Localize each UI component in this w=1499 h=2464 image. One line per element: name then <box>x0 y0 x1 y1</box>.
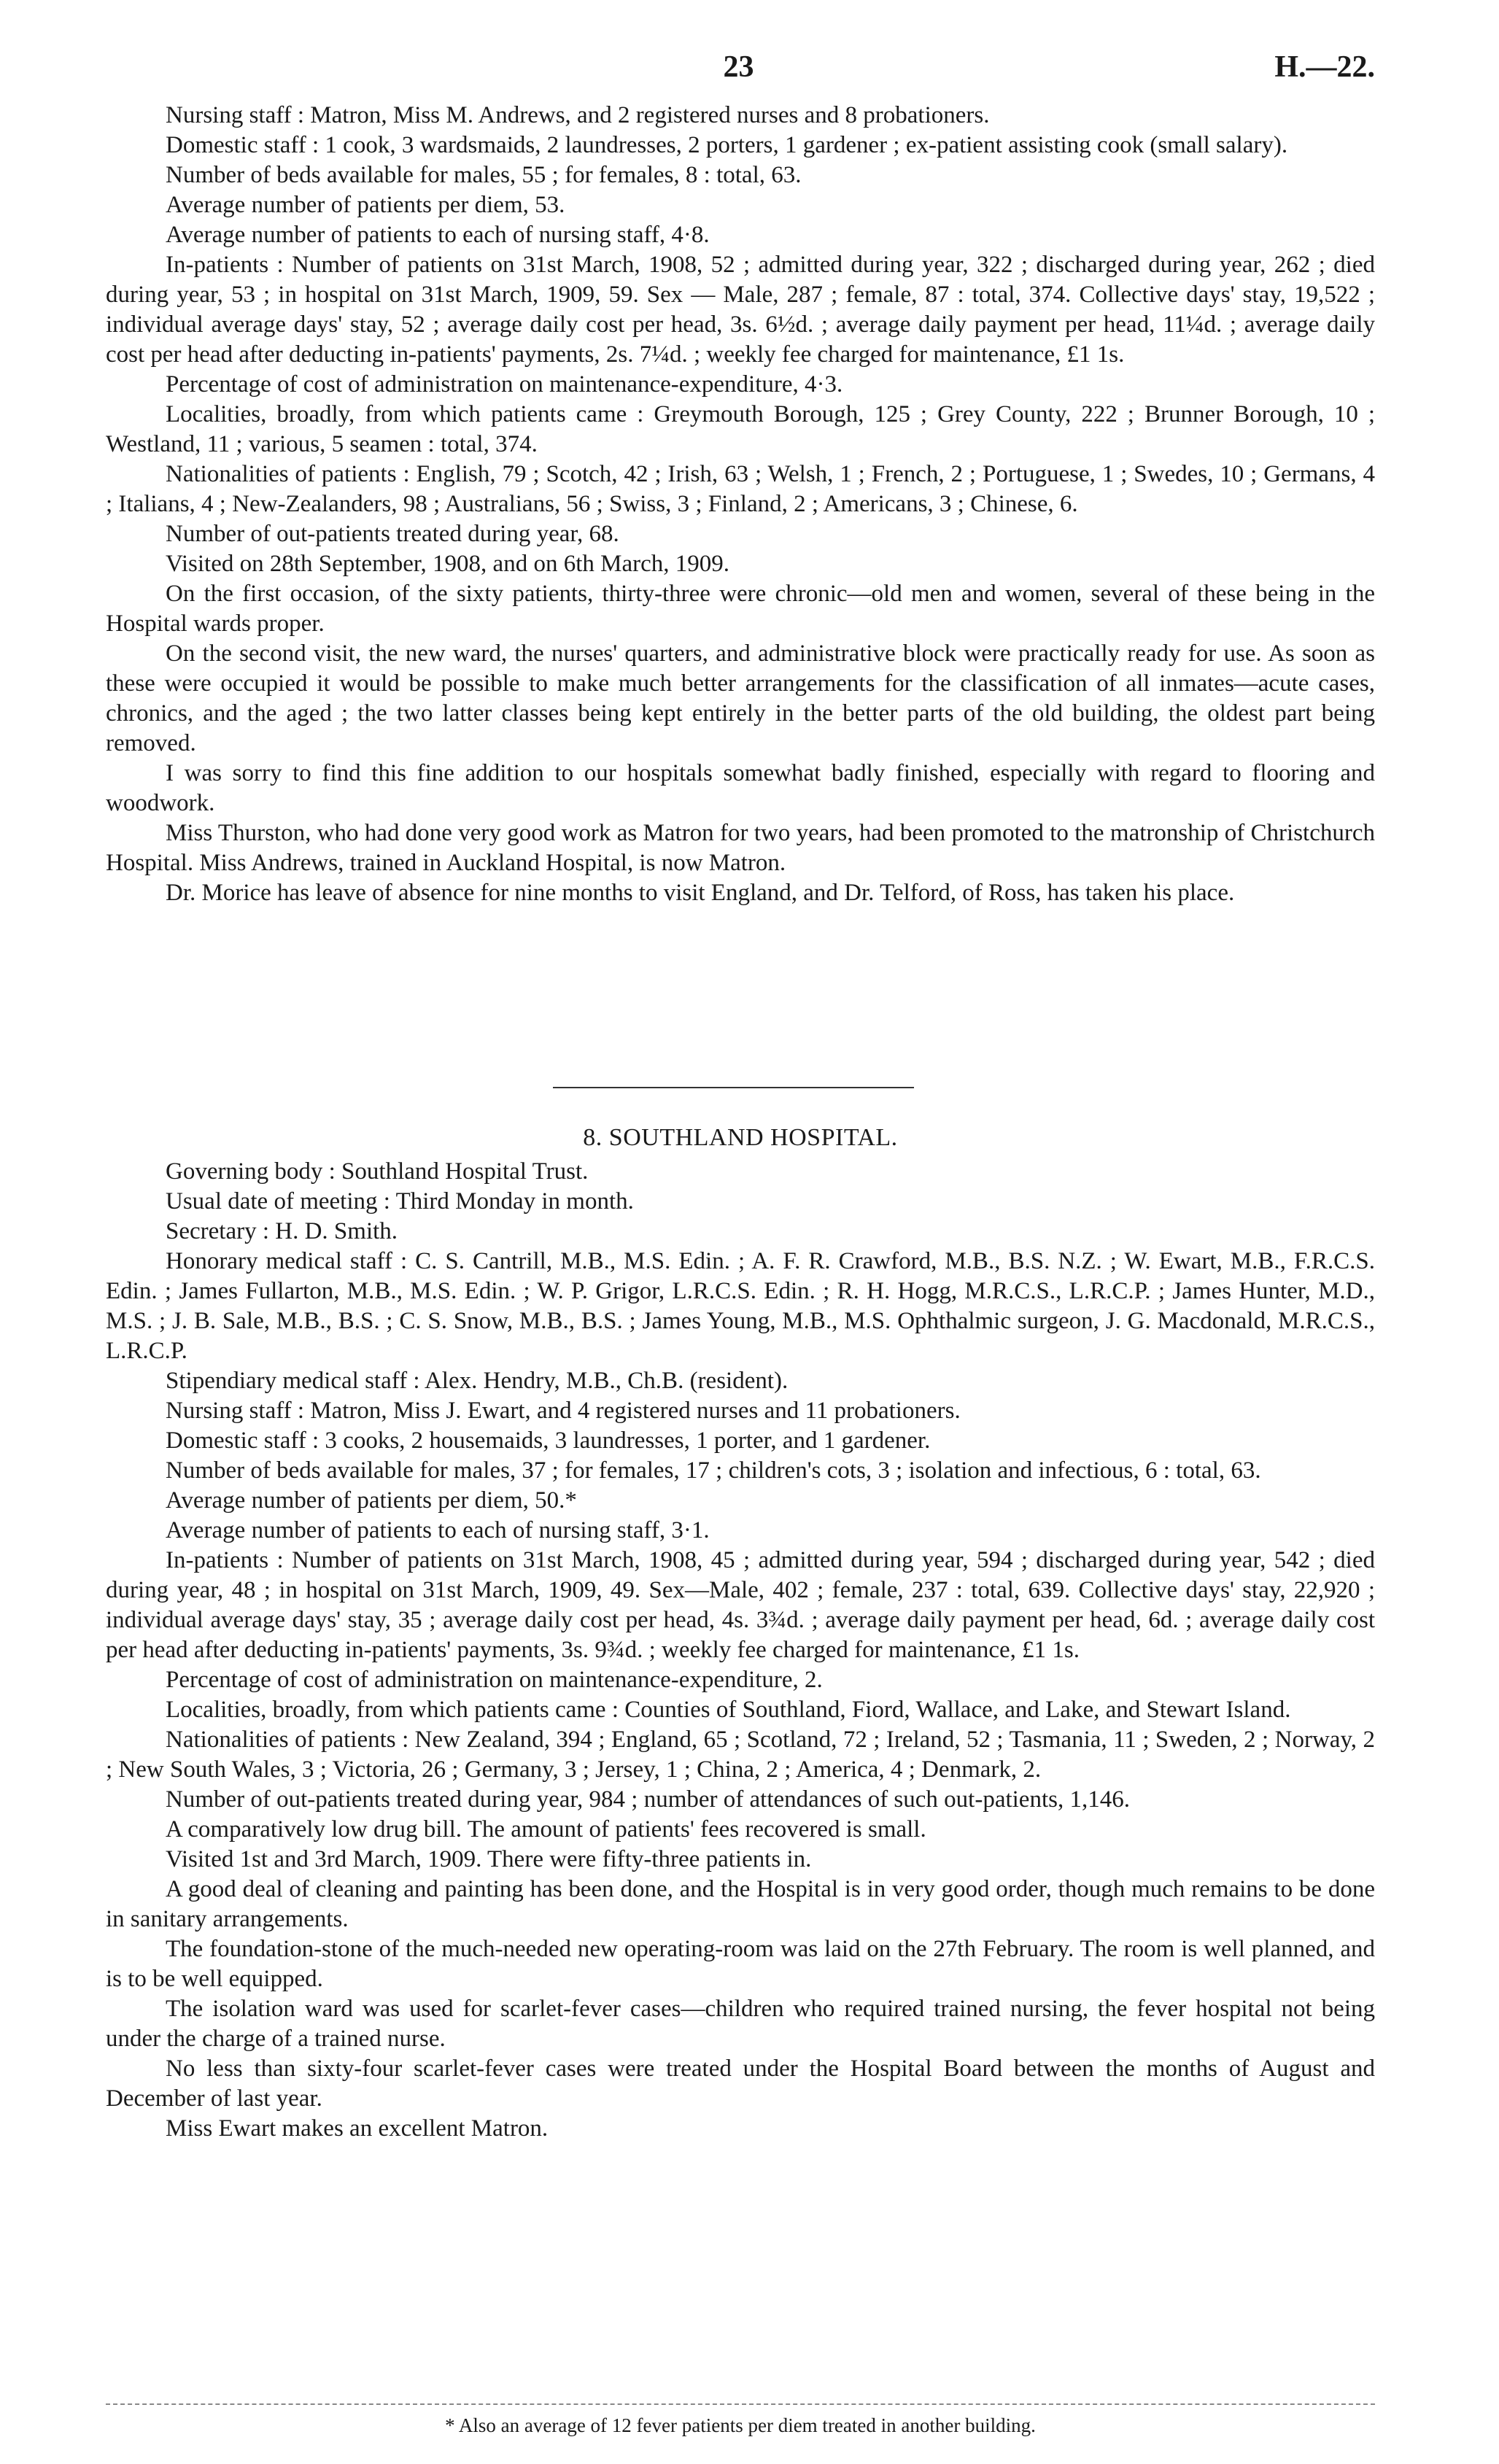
paragraph: Localities, broadly, from which patients came : Counties of Southland, Fiord, Wallace, and Lake, and Stewart Island. <box>166 1697 1291 1723</box>
document-code: H.—22. <box>1274 50 1375 84</box>
paragraph: Number of beds available for males, 55 ; for females, 8 : total, 63. <box>166 162 802 188</box>
paragraph: Nationalities of patients : New Zealand, 394 ; England, 65 ; Scotland, 72 ; Ireland, 52 ; Tasmania, 11 ; Sweden, 2 ; Norway, 2 ; New South Wales, 3 ; Victoria, 26 ; Germany, 3 ; Jersey, 1 ; China, 2 ; America, 4 ; Denmark, 2. <box>106 1727 1375 1783</box>
paragraph: Governing body : Southland Hospital Trust. <box>166 1158 589 1185</box>
section-divider <box>553 1087 914 1088</box>
paragraph: Percentage of cost of administration on maintenance-expenditure, 4·3. <box>166 371 843 398</box>
paragraph: Average number of patients per diem, 50.* <box>166 1487 577 1514</box>
paragraph: On the second visit, the new ward, the nurses' quarters, and administrative block were practically ready for use. As soon as these were occupied it would be possible to make much better arrangements for the classification of all inmates—acute cases, chronics, and the aged ; the two latter classes being kept entirely in the better parts of the old building, the oldest part being removed. <box>106 640 1375 756</box>
paragraph: Domestic staff : 1 cook, 3 wardsmaids, 2 laundresses, 2 porters, 1 gardener ; ex-patient assisting cook (small salary). <box>166 132 1288 158</box>
paragraph: Honorary medical staff : C. S. Cantrill, M.B., M.S. Edin. ; A. F. R. Crawford, M.B., B.S. N.Z. ; W. Ewart, M.B., F.R.C.S. Edin. ; James Fullarton, M.B., M.S. Edin. ; W. P. Grigor, L.R.C.S. Edin. ; R. H. Hogg, M.R.C.S., L.R.C.P. ; James Hunter, M.D., M.S. ; J. B. Sale, M.B., B.S. ; C. S. Snow, M.B., B.S. ; James Young, M.B., M.S. Ophthalmic surgeon, J. G. Macdonald, M.R.C.S., L.R.C.P. <box>106 1248 1375 1364</box>
paragraph: A comparatively low drug bill. The amount of patients' fees recovered is small. <box>166 1816 926 1843</box>
page-number: 23 <box>723 50 754 84</box>
paragraph: On the first occasion, of the sixty patients, thirty-three were chronic—old men and women, several of these being in the Hospital wards proper. <box>106 581 1375 637</box>
paragraph: Miss Ewart makes an excellent Matron. <box>166 2115 549 2142</box>
footnote-rule <box>106 2403 1375 2405</box>
paragraph: Stipendiary medical staff : Alex. Hendry, M.B., Ch.B. (resident). <box>166 1368 789 1394</box>
paragraph: No less than sixty-four scarlet-fever cases were treated under the Hospital Board between the months of August and December of last year. <box>106 2056 1375 2112</box>
paragraph: Nursing staff : Matron, Miss J. Ewart, and 4 registered nurses and 11 probationers. <box>166 1398 961 1424</box>
paragraph: Number of beds available for males, 37 ; for females, 17 ; children's cots, 3 ; isolation and infectious, 6 : total, 63. <box>166 1457 1261 1484</box>
paragraph: I was sorry to find this fine addition to our hospitals somewhat badly finished, especially with regard to flooring and woodwork. <box>106 760 1375 816</box>
paragraph: Secretary : H. D. Smith. <box>166 1218 398 1244</box>
paragraph: Nationalities of patients : English, 79 ; Scotch, 42 ; Irish, 63 ; Welsh, 1 ; French, 2 ; Portuguese, 1 ; Swedes, 10 ; Germans, 4 ; Italians, 4 ; New-Zealanders, 98 ; Australians, 56 ; Swiss, 3 ; Finland, 2 ; Americans, 3 ; Chinese, 6. <box>106 461 1375 517</box>
paragraph: Visited on 28th September, 1908, and on 6th March, 1909. <box>166 551 730 577</box>
page-header <box>102 50 1375 86</box>
paragraph: Average number of patients to each of nursing staff, 4·8. <box>166 222 710 248</box>
footnote: * Also an average of 12 fever patients per diem treated in another building. <box>445 2414 1036 2436</box>
paragraph: The isolation ward was used for scarlet-fever cases—children who required trained nursing, the fever hospital not being under the charge of a trained nurse. <box>106 1996 1375 2052</box>
paragraph: Dr. Morice has leave of absence for nine months to visit England, and Dr. Telford, of Ross, has taken his place. <box>166 880 1235 906</box>
paragraph: In-patients : Number of patients on 31st March, 1908, 52 ; admitted during year, 322 ; discharged during year, 262 ; died during year, 53 ; in hospital on 31st March, 1909, 59. Sex — Male, 287 ; female, 87 : total, 374. Collective days' stay, 19,522 ; individual average days' stay, 52 ; average daily cost per head, 3s. 6½d. ; average daily payment per head, 11¼d. ; average daily cost per head after deducting in-patients' payments, 2s. 7¼d. ; weekly fee charged for maintenance, £1 1s. <box>106 252 1375 368</box>
paragraph: In-patients : Number of patients on 31st March, 1908, 45 ; admitted during year, 594 ; discharged during year, 542 ; died during year, 48 ; in hospital on 31st March, 1909, 49. Sex—Male, 402 ; female, 237 : total, 639. Collective days' stay, 22,920 ; individual average days' stay, 35 ; average daily cost per head, 4s. 3¾d. ; average daily payment per head, 6d. ; average daily cost per head after deducting in-patients' payments, 3s. 9¾d. ; weekly fee charged for maintenance, £1 1s. <box>106 1547 1375 1663</box>
paragraph: Miss Thurston, who had done very good work as Matron for two years, had been promoted to the matronship of Christchurch Hospital. Miss Andrews, trained in Auckland Hospital, is now Matron. <box>106 820 1375 876</box>
paragraph: Number of out-patients treated during year, 984 ; number of attendances of such out-patients, 1,146. <box>166 1786 1130 1813</box>
paragraph: Localities, broadly, from which patients came : Greymouth Borough, 125 ; Grey County, 222 ; Brunner Borough, 10 ; Westland, 11 ; various, 5 seamen : total, 374. <box>106 401 1375 457</box>
paragraph: Number of out-patients treated during year, 68. <box>166 521 619 547</box>
section-heading: 8. SOUTHLAND HOSPITAL. <box>583 1124 898 1151</box>
paragraph: Visited 1st and 3rd March, 1909. There were fifty-three patients in. <box>166 1846 812 1872</box>
paragraph: A good deal of cleaning and painting has been done, and the Hospital is in very good order, though much remains to be done in sanitary arrangements. <box>106 1876 1375 1932</box>
paragraph: Domestic staff : 3 cooks, 2 housemaids, 3 laundresses, 1 porter, and 1 gardener. <box>166 1427 931 1454</box>
paragraph: Nursing staff : Matron, Miss M. Andrews, and 2 registered nurses and 8 probationers. <box>166 102 990 128</box>
paragraph: Average number of patients to each of nursing staff, 3·1. <box>166 1517 710 1543</box>
paragraph: Usual date of meeting : Third Monday in month. <box>166 1188 634 1214</box>
greymouth-hospital-section <box>106 101 1375 908</box>
paragraph: Average number of patients per diem, 53. <box>166 192 565 218</box>
paragraph: The foundation-stone of the much-needed new operating-room was laid on the 27th February. The room is well planned, and is to be well equipped. <box>106 1936 1375 1992</box>
paragraph: Percentage of cost of administration on maintenance-expenditure, 2. <box>166 1667 823 1693</box>
southland-hospital-section <box>106 1122 1375 2144</box>
